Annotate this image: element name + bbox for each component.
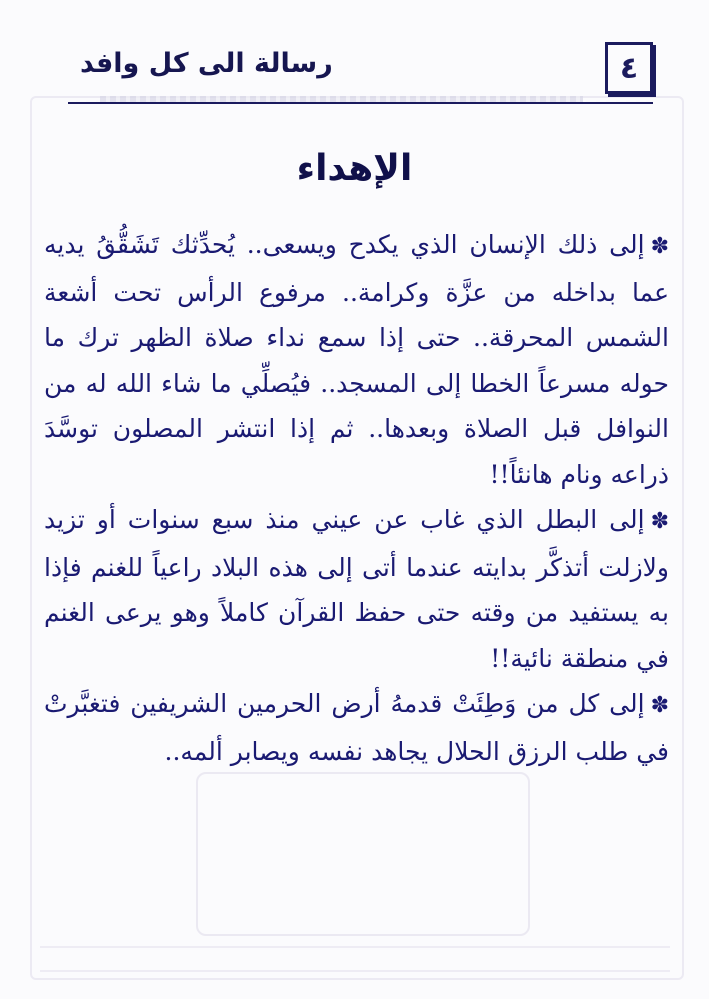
page-header (40, 36, 673, 100)
dedication-text (44, 222, 669, 774)
paragraph-2 (44, 497, 669, 681)
paragraph-3 (44, 681, 669, 774)
bullet-star-icon: ✽ (650, 234, 669, 259)
running-title: رسالة الى كل وافد (80, 48, 333, 79)
bullet-star-icon: ✽ (650, 693, 669, 718)
show-through-ornament (40, 946, 670, 972)
paragraph-1 (44, 222, 669, 497)
paragraph-text: إلى البطل الذي غاب عن عيني منذ سبع سنوات أو تزيد ولازلت أتذكَّر بدايته عندما أتى إلى هذه البلاد راعياً للغنم فإذا به يستفيد من وقته حتى حفظ القرآن كاملاً وهو يرعى الغنم في منطقة نائية!! (44, 505, 669, 673)
section-title: الإهداء (296, 148, 413, 189)
paragraph-text: إلى ذلك الإنسان الذي يكدح ويسعى.. يُحدِّثك تَشَقُّقُ يديه عما بداخله من عزَّة وكرامة.. مرفوع الرأس تحت أشعة الشمس المحرقة.. حتى إذا سمع نداء صلاة الظهر ترك ما حوله مسرعاً الخطا إلى المسجد.. فيُصلِّي ما شاء الله له من النوافل قبل الصلاة وبعدها.. ثم إذا انتشر المصلون توسَّدَ ذراعه ونام هانئاً!! (44, 230, 669, 489)
show-through-box (196, 772, 530, 936)
bullet-star-icon: ✽ (650, 509, 669, 534)
header-rule (68, 102, 653, 104)
paragraph-text: إلى كل من وَطِئَتْ قدمهُ أرض الحرمين الشريفين فتغبَّرتْ في طلب الرزق الحلال يجاهد نفسه ويصابر ألمه.. (44, 689, 669, 766)
page-number: ٤ (605, 42, 653, 94)
